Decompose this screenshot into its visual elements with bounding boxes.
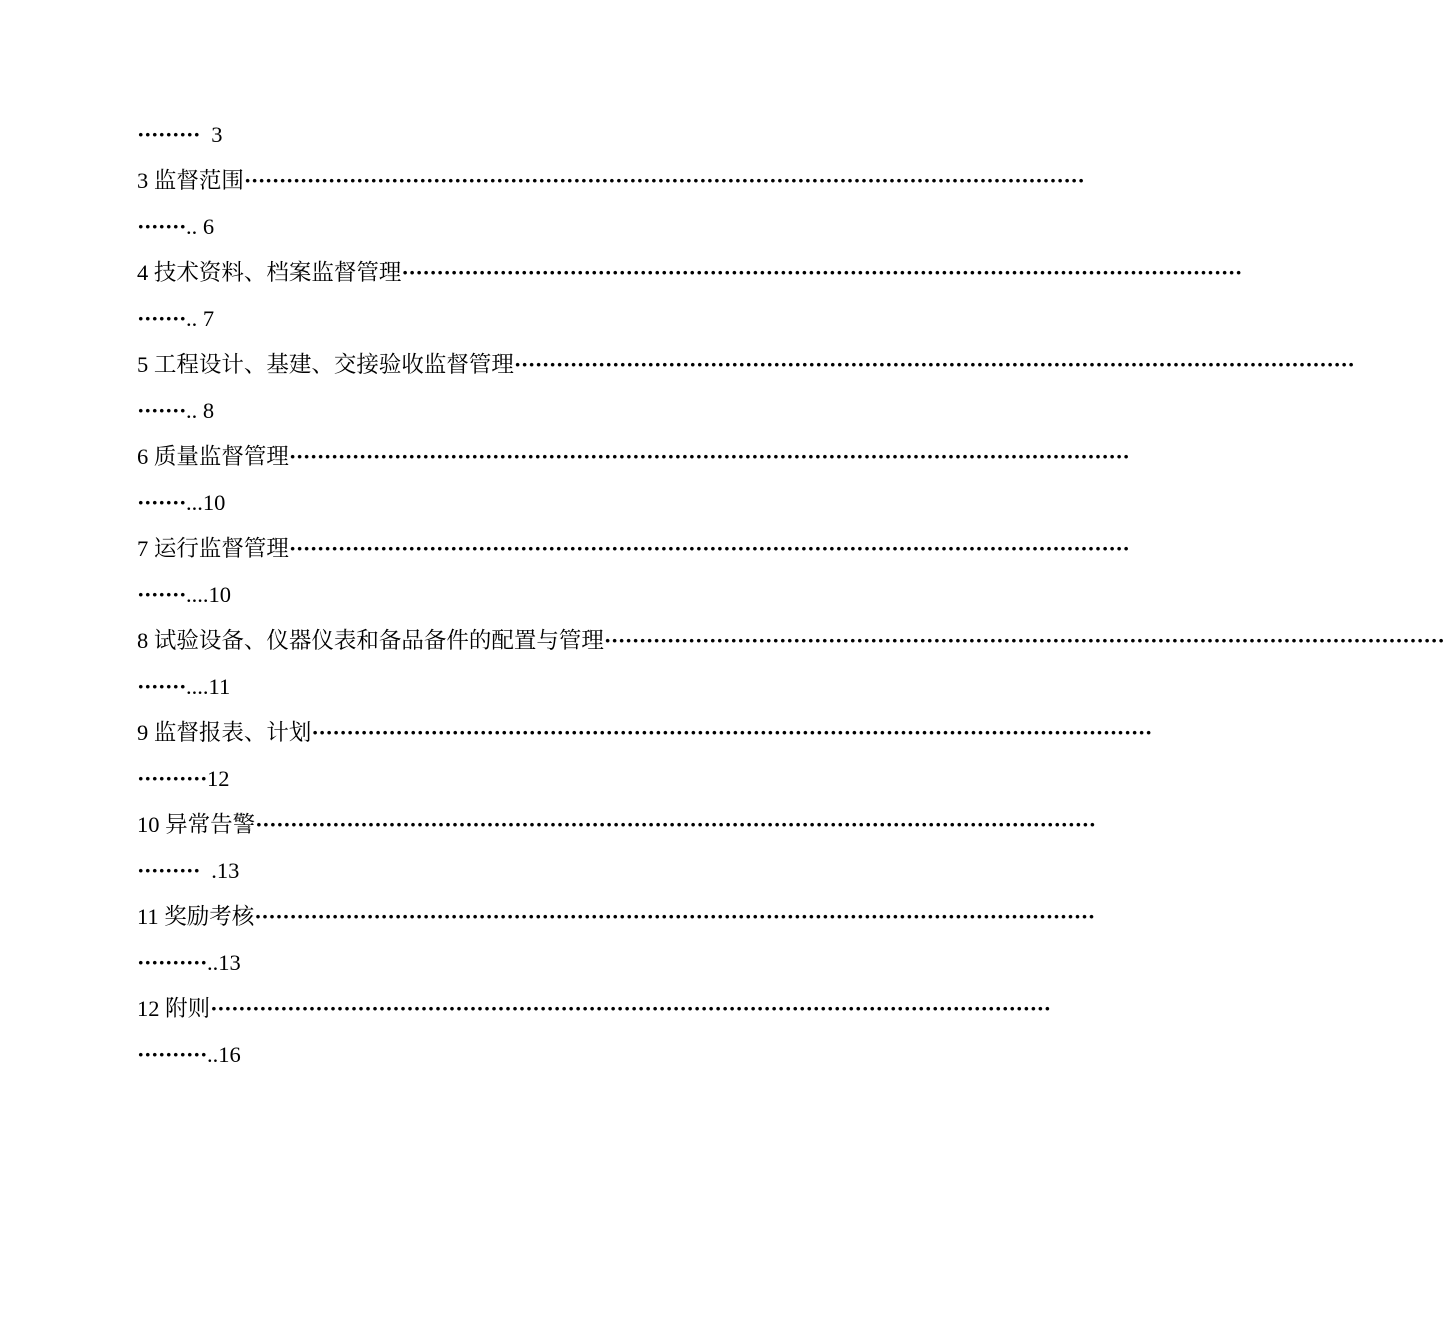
toc-continuation-line bbox=[137, 388, 845, 434]
toc-page-number[interactable]: .. 8 bbox=[186, 398, 215, 423]
toc-continuation-line bbox=[137, 572, 845, 618]
toc-entry[interactable] bbox=[137, 986, 1051, 1032]
toc-page-number[interactable]: ...10 bbox=[186, 490, 226, 515]
dot-leader: ········· bbox=[137, 858, 201, 883]
toc-page-number: 3 bbox=[200, 122, 223, 147]
toc-continuation-line bbox=[137, 940, 845, 986]
toc-entry[interactable] bbox=[137, 618, 1444, 664]
dot-leader: ·········· bbox=[137, 1042, 208, 1067]
toc-entry[interactable] bbox=[137, 526, 1130, 572]
toc-page-number[interactable]: ....10 bbox=[186, 582, 232, 607]
toc-page-number[interactable]: ..13 bbox=[207, 950, 241, 975]
toc-continuation-line bbox=[137, 756, 845, 802]
dot-leader: ························································································································ bbox=[603, 628, 1444, 653]
dot-leader: ········· bbox=[137, 122, 201, 147]
dot-leader: ······· bbox=[137, 674, 187, 699]
dot-leader: ·········· bbox=[137, 950, 208, 975]
dot-leader: ·········· bbox=[137, 766, 208, 791]
dot-leader: ························································································································ bbox=[401, 260, 1242, 285]
toc-entry-title[interactable]: 9 监督报表、计划 bbox=[137, 720, 312, 745]
toc-continuation-line bbox=[137, 664, 845, 710]
toc-entry-title[interactable]: 5 工程设计、基建、交接验收监督管理 bbox=[137, 352, 514, 377]
dot-leader: ························································································································ bbox=[513, 352, 1355, 377]
dot-leader: ························································································································ bbox=[254, 904, 1095, 929]
toc-page-number[interactable]: 12 bbox=[207, 766, 230, 791]
dot-leader: ························································································································ bbox=[255, 812, 1096, 837]
dot-leader: ························································································································ bbox=[288, 444, 1130, 469]
toc-page-number[interactable]: .13 bbox=[200, 858, 240, 883]
toc-entry[interactable] bbox=[137, 894, 1095, 940]
toc-continuation-line bbox=[137, 480, 845, 526]
toc-continuation-line bbox=[137, 848, 845, 894]
toc-entry-title[interactable]: 7 运行监督管理 bbox=[137, 536, 289, 561]
toc-entry-title[interactable]: 11 奖励考核 bbox=[137, 904, 255, 929]
toc-entry[interactable] bbox=[137, 710, 1152, 756]
dot-leader: ························································································································ bbox=[210, 996, 1051, 1021]
toc-continuation-line bbox=[137, 112, 845, 158]
toc-page-number[interactable]: ..16 bbox=[207, 1042, 241, 1067]
toc-entry-title[interactable]: 8 试验设备、仪器仪表和备品备件的配置与管理 bbox=[137, 628, 604, 653]
toc-entry-title[interactable]: 4 技术资料、档案监督管理 bbox=[137, 260, 402, 285]
toc-entry-title[interactable]: 12 附则 bbox=[137, 996, 211, 1021]
dot-leader: ························································································································ bbox=[288, 536, 1130, 561]
toc-page-number[interactable]: .. 6 bbox=[186, 214, 215, 239]
dot-leader: ······· bbox=[137, 306, 187, 331]
dot-leader: ······· bbox=[137, 398, 187, 423]
dot-leader: ······· bbox=[137, 582, 187, 607]
toc-continuation-line bbox=[137, 204, 845, 250]
toc-continuation-line bbox=[137, 296, 845, 342]
dot-leader: ······· bbox=[137, 490, 187, 515]
dot-leader: ························································································································ bbox=[243, 168, 1085, 193]
toc-entry[interactable] bbox=[137, 434, 1130, 480]
toc-entry[interactable] bbox=[137, 250, 1242, 296]
toc-continuation-line bbox=[137, 1032, 845, 1078]
toc-entry[interactable] bbox=[137, 802, 1096, 848]
toc-page-number[interactable]: ....11 bbox=[186, 674, 231, 699]
toc-page-number[interactable]: .. 7 bbox=[186, 306, 215, 331]
dot-leader: ························································································································ bbox=[311, 720, 1152, 745]
toc-entry-title[interactable]: 6 质量监督管理 bbox=[137, 444, 289, 469]
table-of-contents bbox=[137, 112, 1444, 1078]
toc-entry-title[interactable]: 10 异常告警 bbox=[137, 812, 256, 837]
toc-entry-title[interactable]: 3 监督范围 bbox=[137, 168, 244, 193]
toc-entry[interactable] bbox=[137, 158, 1085, 204]
toc-entry[interactable] bbox=[137, 342, 1355, 388]
dot-leader: ······· bbox=[137, 214, 187, 239]
